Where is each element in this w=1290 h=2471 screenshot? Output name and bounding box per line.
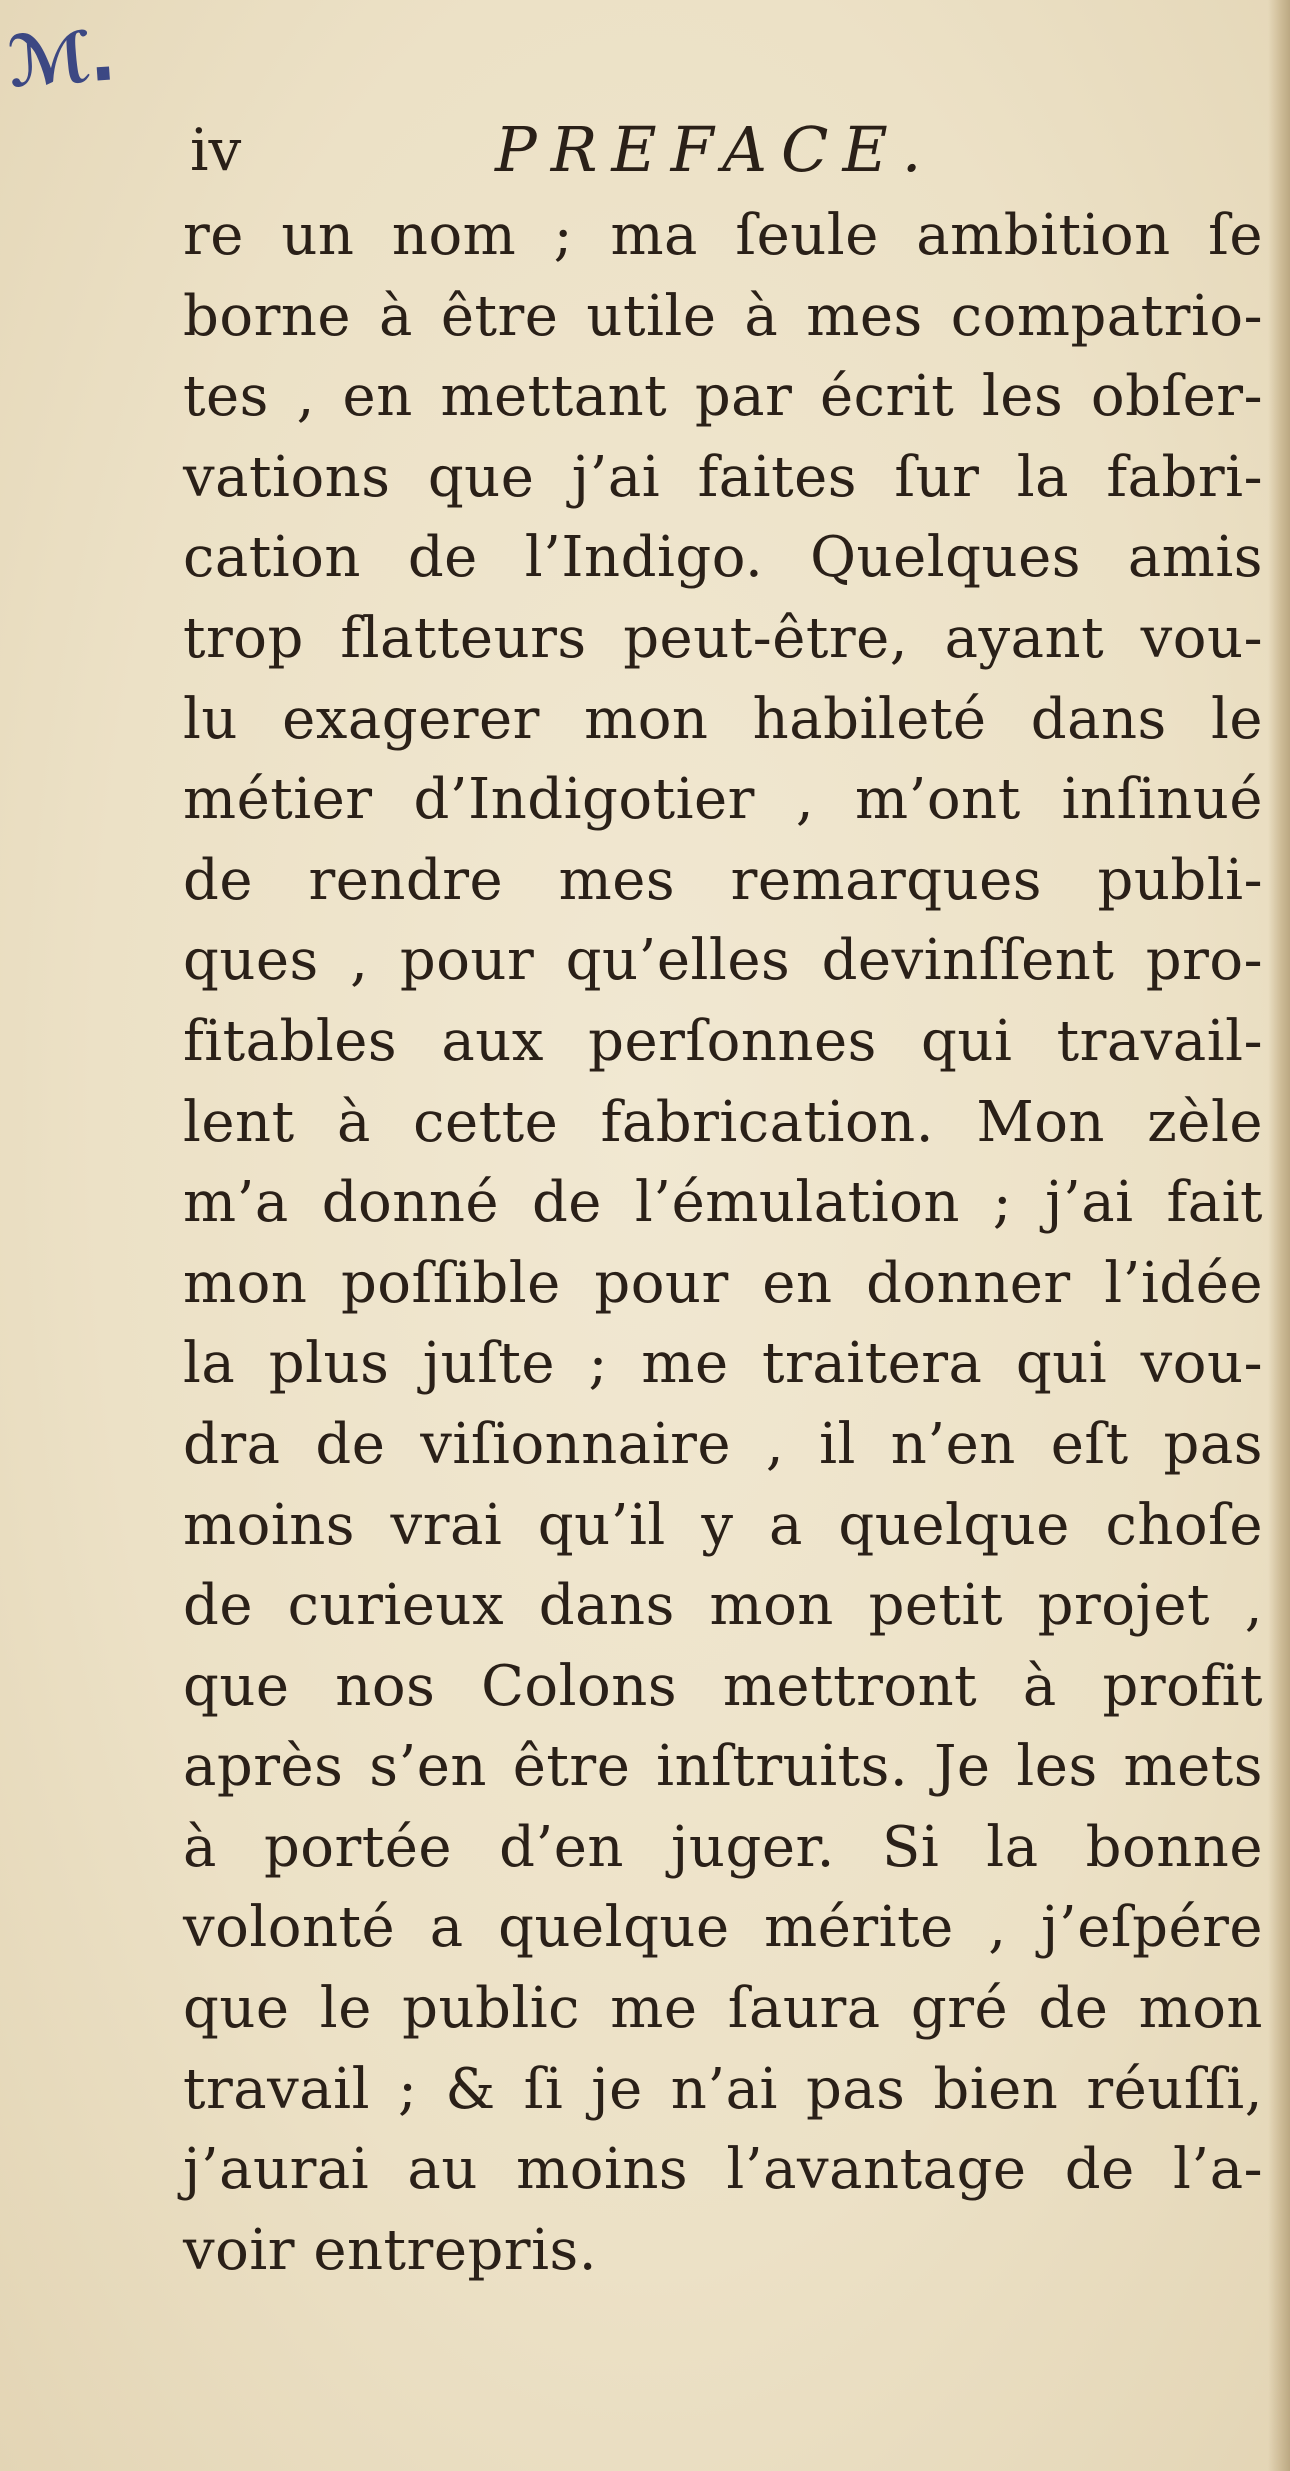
text-line: après s’en être inſtruits. Je les mets	[183, 1734, 1263, 1800]
text-line: m’a donné de l’émulation ; j’ai fait	[183, 1170, 1263, 1236]
text-line: métier d’Indigotier , m’ont inſinué	[183, 767, 1263, 833]
text-line: lu exagerer mon habileté dans le	[183, 686, 1263, 752]
text-line: que le public me ſaura gré de mon	[183, 1976, 1263, 2042]
running-title: PREFACE.	[495, 113, 936, 186]
text-line: borne à être utile à mes compatrio-	[183, 283, 1263, 349]
text-line: tes , en mettant par écrit les obſer-	[183, 364, 1263, 430]
text-line: j’aurai au moins l’avantage de l’a-	[183, 2137, 1263, 2203]
library-stamp: ℳ.	[5, 14, 117, 104]
text-line: la plus juſte ; me traitera qui vou-	[183, 1331, 1263, 1397]
body-text	[183, 196, 1263, 2291]
text-line: moins vrai qu’il y a quelque choſe	[183, 1492, 1263, 1558]
text-line: voir entrepris.	[183, 2217, 598, 2283]
page-edge-shadow	[1268, 0, 1290, 2471]
text-line: lent à cette fabrication. Mon zèle	[183, 1089, 1263, 1155]
text-line: dra de viſionnaire , il n’en eſt pas	[183, 1411, 1263, 1477]
text-line: volonté a quelque mérite , j’eſpére	[183, 1895, 1263, 1961]
text-line: travail ; & ſi je n’ai pas bien réuſſi,	[183, 2056, 1263, 2122]
text-line: cation de l’Indigo. Quelques amis	[183, 525, 1263, 591]
text-line: fitables aux perſonnes qui travail-	[183, 1008, 1263, 1074]
text-line: que nos Colons mettront à profit	[183, 1653, 1263, 1719]
text-line: mon poſſible pour en donner l’idée	[183, 1250, 1263, 1316]
text-line: de rendre mes remarques publi-	[183, 847, 1263, 913]
text-line: re un nom ; ma ſeule ambition ſe	[183, 203, 1263, 268]
text-line: vations que j’ai faites ſur la fabri-	[183, 444, 1263, 510]
text-line: de curieux dans mon petit projet ,	[183, 1573, 1263, 1639]
text-line: trop flatteurs peut-être, ayant vou-	[183, 605, 1263, 671]
running-header	[190, 110, 1250, 190]
text-line: ques , pour qu’elles devinſſent pro-	[183, 928, 1263, 994]
page-number: iv	[190, 116, 242, 184]
text-line: à portée d’en juger. Si la bonne	[183, 1814, 1263, 1880]
